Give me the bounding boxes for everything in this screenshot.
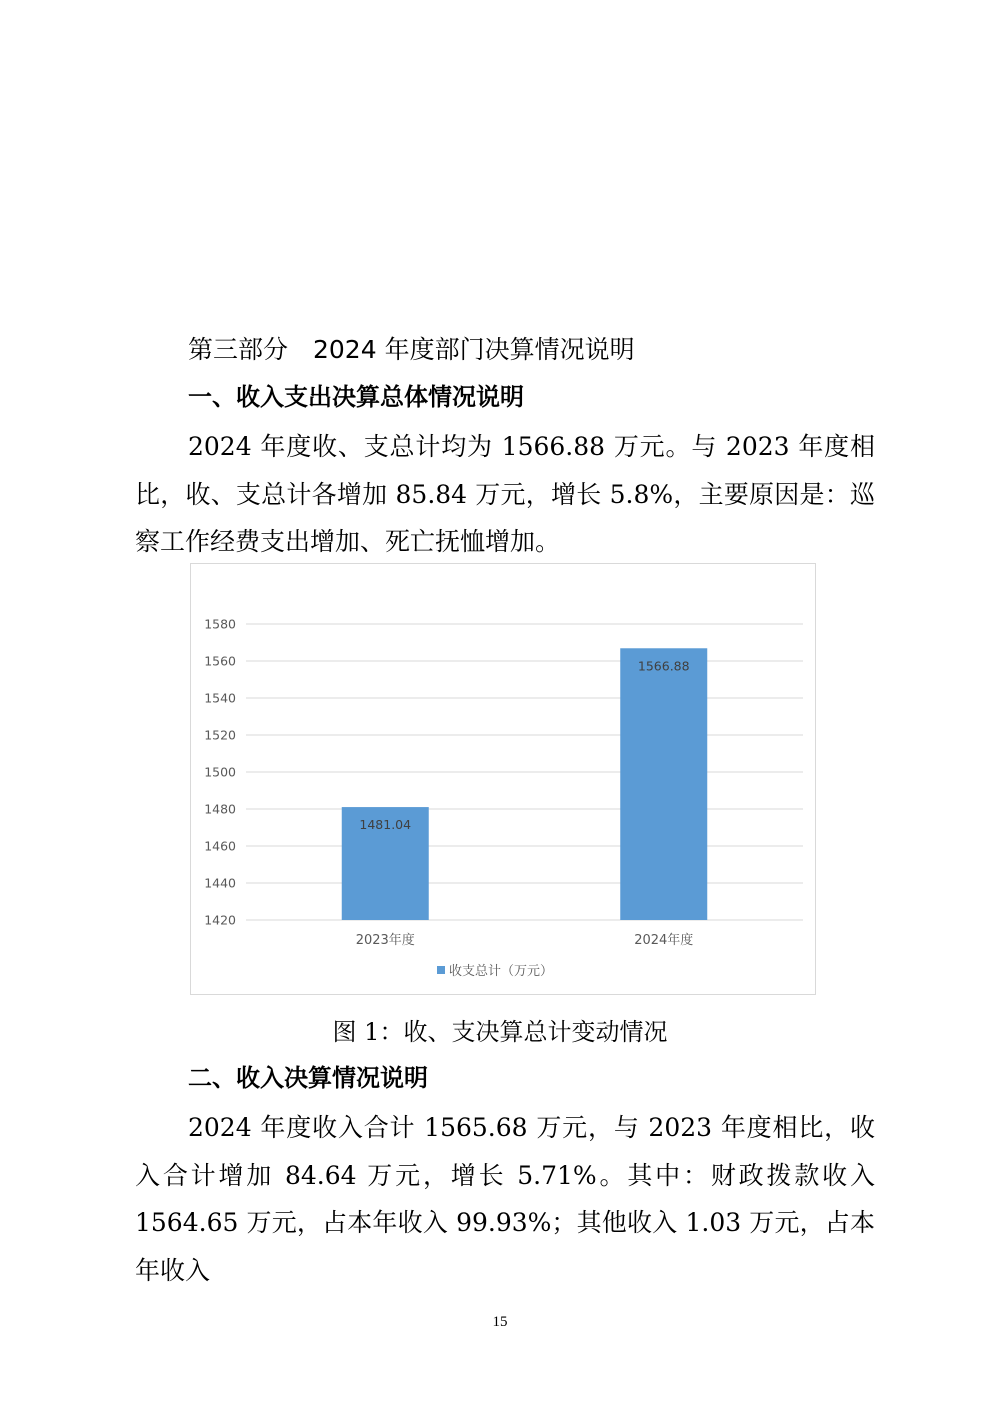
legend-label: 收支总计（万元） xyxy=(449,964,554,979)
heading-income-expenditure-overview: 一、收入支出决算总体情况说明 xyxy=(188,383,524,411)
bar-chart xyxy=(190,563,816,995)
paragraph-income: 2024 年度收入合计 1565.68 万元，与 2023 年度相比，收入合计增加 84.64 万元，增长 5.71%。其中：财政拨款收入 1564.65 万元，占本年收入 99.93%；其他收入 1.03 万元，占本年收入 xyxy=(135,1113,875,1285)
y-tick-label: 1460 xyxy=(204,838,236,854)
y-tick-label: 1480 xyxy=(204,801,236,817)
chart-canvas xyxy=(191,564,817,996)
y-tick-label: 1580 xyxy=(204,616,236,632)
section-title: 第三部分 2024 年度部门决算情况说明 xyxy=(188,335,635,364)
y-tick-label: 1560 xyxy=(204,653,236,669)
y-tick-label: 1500 xyxy=(204,764,236,780)
legend-swatch xyxy=(437,966,445,974)
figure-caption: 图 1：收、支决算总计变动情况 xyxy=(332,1018,668,1046)
data-label: 1566.88 xyxy=(637,658,690,674)
bar xyxy=(620,648,707,920)
x-tick-label: 2023年度 xyxy=(355,933,415,948)
heading-income-details: 二、收入决算情况说明 xyxy=(188,1064,428,1092)
paragraph-overview: 2024 年度收、支总计均为 1566.88 万元。与 2023 年度相比，收、支总计各增加 85.84 万元，增长 5.8%，主要原因是：巡察工作经费支出增加、死亡抚恤增加。 xyxy=(135,432,875,556)
y-tick-label: 1420 xyxy=(204,912,236,928)
y-tick-label: 1440 xyxy=(204,875,236,891)
y-tick-label: 1520 xyxy=(204,727,236,743)
page-number: 15 xyxy=(492,1314,508,1330)
x-tick-label: 2024年度 xyxy=(634,933,694,948)
data-label: 1481.04 xyxy=(359,817,412,833)
y-tick-label: 1540 xyxy=(204,690,236,706)
